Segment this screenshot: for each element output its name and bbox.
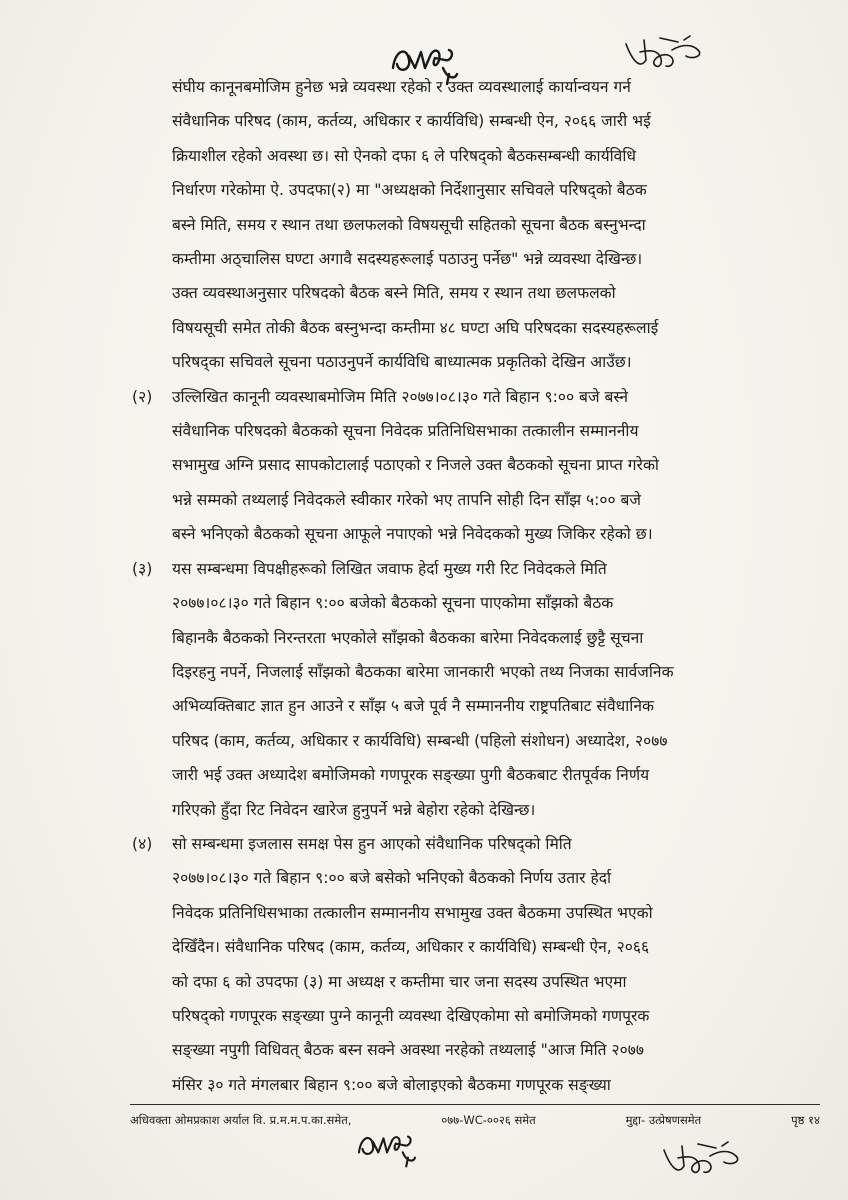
- text-line: निर्धारण गरेकोमा ऐ. उपदफा(२) मा "अध्यक्षको निर्देशानुसार सचिवले परिषद्को बैठक: [172, 181, 647, 200]
- text-line: उक्त व्यवस्थाअनुसार परिषदको बैठक बस्ने मिति, समय र स्थान तथा छलफलको: [172, 284, 616, 303]
- text-line: जारी भई उक्त अध्यादेश बमोजिमको गणपूरक सङ्ख्या पुगी बैठकबाट रीतपूर्वक निर्णय: [172, 766, 650, 785]
- item-4: [132, 827, 822, 1102]
- text-line: परिषद्को गणपूरक सङ्ख्या पुग्ने कानूनी व्यवस्था देखिएकोमा सो बमोजिमको गणपूरक: [172, 1006, 650, 1025]
- text-line: संवैधानिक परिषद (काम, कर्तव्य, अधिकार र कार्यविधि) सम्बन्धी ऐन, २०६६ जारी भई: [172, 112, 651, 131]
- text-line: संवैधानिक परिषदको बैठकको सूचना निवेदक प्रतिनिधिसभाका तत्कालीन सम्माननीय: [172, 422, 639, 441]
- text-line: दिइरहनु नपर्ने, निजलाई साँझको बैठकका बारेमा जानकारी भएको तथ्य निजका सार्वजनिक: [172, 662, 674, 681]
- text-line: यस सम्बन्धमा विपक्षीहरूको लिखित जवाफ हेर्दा मुख्य गरी रिट निवेदकले मिति: [172, 559, 607, 578]
- text-line: बस्ने भनिएको बैठकको सूचना आफूले नपाएको भन्ने निवेदकको मुख्य जिकिर रहेको छ।: [172, 525, 653, 544]
- text-line: बस्ने मिति, समय र स्थान तथा छलफलको विषयसूची सहितको सूचना बैठक बस्नुभन्दा: [172, 215, 646, 234]
- signature-initials-bottom: [352, 1126, 422, 1170]
- footer-party: अधिवक्ता ओमप्रकाश अर्याल वि. प्र.म.म.प.का.समेत,: [130, 1113, 352, 1127]
- item-3: [132, 552, 822, 827]
- text-line: अभिव्यक्तिबाट ज्ञात हुन आउने र साँझ ५ बजे पूर्व नै सम्माननीय राष्ट्रपतिबाट संवैधानिक: [172, 697, 654, 716]
- text-line: २०७७।०८।३० गते बिहान ९:०० बजे बसेको भनिएको बैठकको निर्णय उतार हेर्दा: [172, 869, 612, 888]
- item-number: (४): [132, 834, 153, 853]
- item-number: (३): [132, 559, 153, 578]
- text-line: सङ्ख्या नपुगी विधिवत् बैठक बस्न सक्ने अवस्था नरहेको तथ्यलाई "आज मिति २०७७: [172, 1041, 644, 1060]
- page-footer: [130, 1104, 820, 1128]
- item-number: (२): [132, 387, 153, 406]
- text-line: सभामुख अग्नि प्रसाद सापकोटालाई पठाएको र निजले उक्त बैठकको सूचना प्राप्त गरेको: [172, 456, 659, 475]
- text-line: सो सम्बन्धमा इजलास समक्ष पेस हुन आएको संवैधानिक परिषद्को मिति: [172, 834, 572, 853]
- text-line: विषयसूची समेत तोकी बैठक बस्नुभन्दा कम्तीमा ४८ घण्टा अघि परिषदका सदस्यहरूलाई: [172, 318, 659, 337]
- text-line: २०७७।०८।३० गते बिहान ९:०० बजेको बैठकको सूचना पाएकोमा साँझको बैठक: [172, 594, 614, 613]
- text-line: परिषद्का सचिवले सूचना पठाउनुपर्ने कार्यविधि बाध्यात्मक प्रकृतिको देखिन आउँछ।: [172, 353, 632, 372]
- signature-bottom-right: [658, 1136, 748, 1186]
- text-line: उल्लिखित कानूनी व्यवस्थाबमोजिम मिति २०७७।०८।३० गते बिहान ९:०० बजे बस्ने: [172, 387, 628, 406]
- footer-case-number: ०७७-WC-००२६ समेत: [441, 1113, 536, 1127]
- text-line: निवेदक प्रतिनिधिसभाका तत्कालीन सम्माननीय सभामुख उक्त बैठकमा उपस्थित भएको: [172, 903, 653, 922]
- text-line: भन्ने सम्मको तथ्यलाई निवेदकले स्वीकार गरेको भए तापनि सोही दिन साँझ ५:०० बजे: [172, 490, 641, 509]
- text-line: मंसिर ३० गते मंगलबार बिहान ९:०० बजे बोलाइएको बैठकमा गणपूरक सङ्ख्या: [172, 1075, 611, 1094]
- text-line: देखिँदैन। संवैधानिक परिषद (काम, कर्तव्य, अधिकार र कार्यविधि) सम्बन्धी ऐन, २०६६: [172, 938, 650, 957]
- text-line: संघीय कानूनबमोजिम हुनेछ भन्ने व्यवस्था रहेको र उक्त व्यवस्थालाई कार्यान्वयन गर्न: [172, 78, 631, 96]
- text-line: कम्तीमा अठ्चालिस घण्टा अगावै सदस्यहरूलाई पठाउनु पर्नेछ" भन्ने व्यवस्था देखिन्छ।: [172, 250, 643, 269]
- intro-paragraph: [132, 70, 822, 380]
- document-body: [132, 70, 822, 1102]
- text-line: बिहानकै बैठकको निरन्तरता भएकोले साँझको बैठकका बारेमा निवेदकलाई छुट्टै सूचना: [172, 628, 644, 647]
- item-2: [132, 380, 822, 552]
- text-line: क्रियाशील रहेको अवस्था छ। सो ऐनको दफा ६ ले परिषद्को बैठकसम्बन्धी कार्यविधि: [172, 146, 636, 165]
- footer-subject: मुद्दा- उत्प्रेषणसमेत: [625, 1113, 702, 1127]
- text-line: परिषद (काम, कर्तव्य, अधिकार र कार्यविधि) सम्बन्धी (पहिलो संशोधन) अध्यादेश, २०७७: [172, 731, 668, 750]
- text-line: गरिएको हुँदा रिट निवेदन खारेज हुनुपर्ने भन्ने बेहोरा रहेको देखिन्छ।: [172, 800, 536, 819]
- footer-page-number: पृष्ठ १४: [791, 1113, 820, 1127]
- text-line: को दफा ६ को उपदफा (३) मा अध्यक्ष र कम्तीमा चार जना सदस्य उपस्थित भएमा: [172, 972, 627, 991]
